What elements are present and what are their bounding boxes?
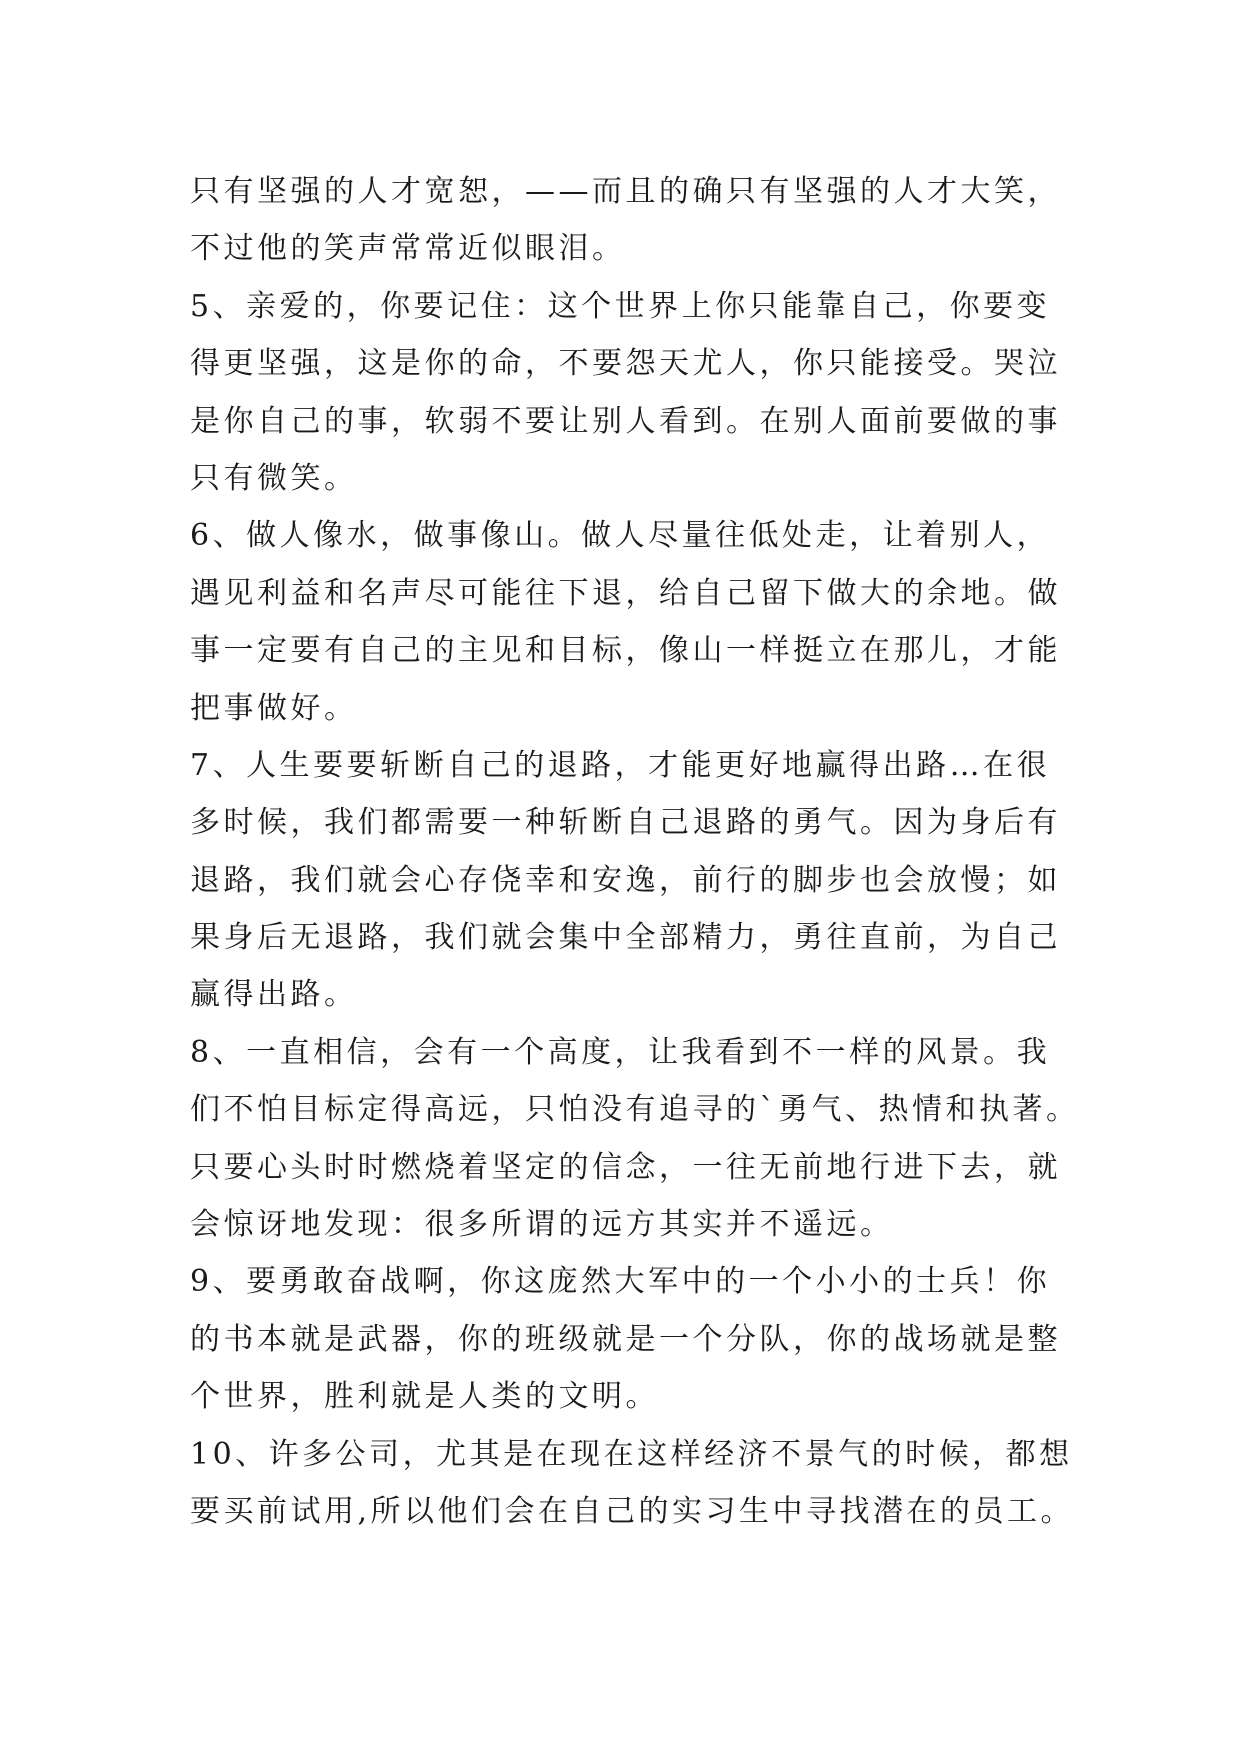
text-line: 果身后无退路，我们就会集中全部精力，勇往直前，为自己 <box>190 920 1061 956</box>
text-line: 只要心头时时燃烧着坚定的信念，一往无前地行进下去，就 <box>190 1149 1061 1185</box>
text-line: 赢得出路。 <box>190 977 358 1013</box>
text-line: 个世界，胜利就是人类的文明。 <box>190 1379 659 1415</box>
text-line: 只有微笑。 <box>190 460 358 496</box>
text-line: 只有坚强的人才宽恕，——而且的确只有坚强的人才大笑， <box>190 174 1061 209</box>
text-line: 会惊讶地发现：很多所谓的远方其实并不遥远。 <box>190 1207 894 1243</box>
text-line: 不过他的笑声常常近似眼泪。 <box>190 231 626 267</box>
text-line: 把事做好。 <box>190 690 358 726</box>
text-line: 事一定要有自己的主见和目标，像山一样挺立在那儿，才能 <box>190 633 1061 669</box>
text-line: 得更坚强，这是你的命，不要怨天尤人，你只能接受。哭泣 <box>190 346 1061 382</box>
body-text <box>190 163 1080 1540</box>
text-line: 7、人生要要斩断自己的退路，才能更好地赢得出路…在很 <box>190 747 1051 783</box>
text-line: 5、亲爱的，你要记住：这个世界上你只能靠自己，你要变 <box>190 288 1051 324</box>
text-line: 的书本就是武器，你的班级就是一个分队，你的战场就是整 <box>190 1321 1061 1357</box>
text-line: 9、要勇敢奋战啊，你这庞然大军中的一个小小的士兵！你 <box>190 1264 1051 1300</box>
text-line: 们不怕目标定得高远，只怕没有追寻的`勇气、热情和执著。 <box>190 1092 1080 1128</box>
text-line: 是你自己的事，软弱不要让别人看到。在别人面前要做的事 <box>190 403 1061 439</box>
text-line: 8、一直相信，会有一个高度，让我看到不一样的风景。我 <box>190 1034 1051 1070</box>
text-line: 退路，我们就会心存侥幸和安逸，前行的脚步也会放慢；如 <box>190 862 1061 898</box>
text-line: 10、许多公司，尤其是在现在这样经济不景气的时候，都想 <box>190 1436 1073 1472</box>
text-line: 遇见利益和名声尽可能往下退，给自己留下做大的余地。做 <box>190 575 1061 611</box>
text-line: 多时候，我们都需要一种斩断自己退路的勇气。因为身后有 <box>190 805 1061 841</box>
text-line: 6、做人像水，做事像山。做人尽量往低处走，让着别人， <box>190 518 1051 554</box>
text-line: 要买前试用,所以他们会在自己的实习生中寻找潜在的员工。 <box>190 1493 1075 1529</box>
